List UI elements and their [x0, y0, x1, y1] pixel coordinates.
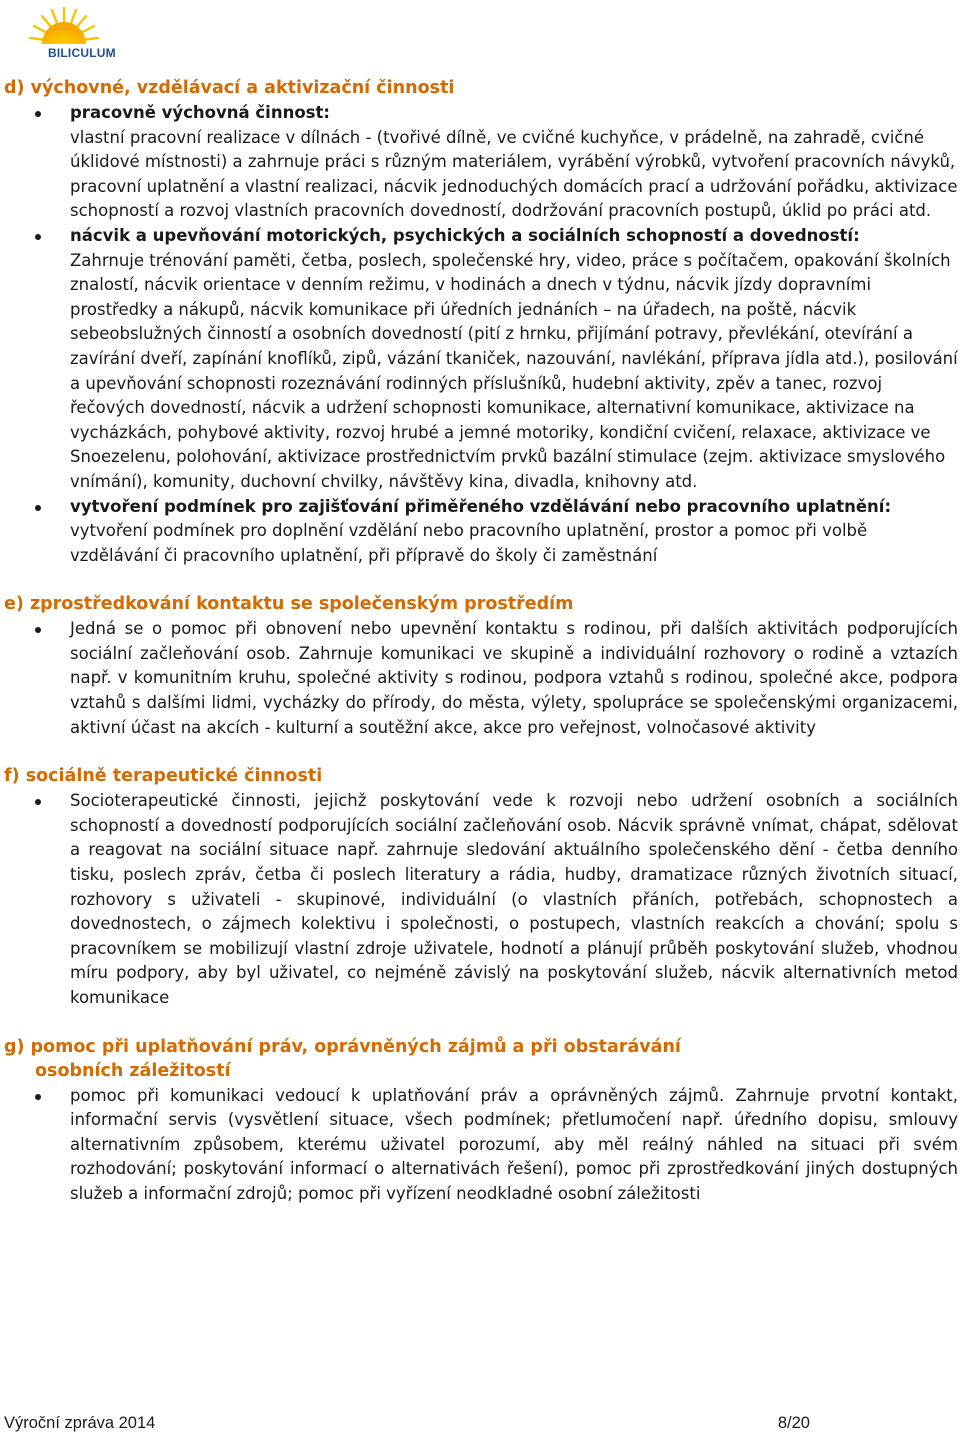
section-e-heading: e) zprostředkování kontaktu se společenským prostředím [4, 594, 574, 615]
sun-logo-icon [22, 6, 102, 50]
page-number: 8/20 [777, 1414, 810, 1432]
logo-text: BILICULUM [48, 46, 116, 60]
section-f-heading: f) sociálně terapeutické činnosti [4, 766, 323, 787]
item-text: vytvoření podmínek pro doplnění vzdělání nebo pracovního uplatnění, prostor a pomoc při volbě vzdělávání či pracovního uplatnění, při přípravě do školy či zaměstnání [70, 521, 868, 565]
item-title: vytvoření podmínek pro zajišťování přiměřeného vzdělávání nebo pracovního uplatnění: [70, 496, 892, 516]
list-item [4, 101, 958, 224]
section-e-list [4, 617, 958, 740]
list-item [4, 224, 958, 495]
list-item: Socioterapeutické činnosti, jejichž poskytování vede k rozvoji nebo udržení osobních a sociálních schopností a dovedností podporujících sociální začleňování osob. Nácvik správně vnímat, chápat, sdělovat a reagovat na sociální situace např. zahrnuje sledování aktuálního společenského dění - četba denního tisku, poslech zpráv, četba či poslech literatury a rádia, hudby, dramatizace různých životních situací, rozhovory s uživateli - skupinové, individuální (o vlastních přáních, potřebách, schopnostech a dovednostech, o zájmech kolektivu i společnosti, o postupech, vlastních reakcích a chování; spolu s pracovníkem se mobilizují vlastní zdroje uživatele, hodnotí a plánují průběh poskytování služeb, vhodnou míru podpory, aby byl uživatel, co nejméně závislý na poskytování služeb, nácvik alternativních metod komunikace [4, 789, 958, 1010]
document-body [4, 76, 958, 1207]
section-g-list [4, 1084, 958, 1207]
list-item: pomoc při komunikaci vedoucí k uplatňování práv a oprávněných zájmů. Zahrnuje prvotní kontakt, informační servis (vysvětlení situace, všech podmínek; přetlumočení např. úředního dopisu, smlouvy alternativním způsobem, kterému uživatel porozumí, aby měl reálný náhled na situaci při svém rozhodování; poskytování informací o alternativách řešení), pomoc při zprostředkování jiných dostupných služeb a informační zdrojů; pomoc při vyřízení neodkladné osobní záležitosti [4, 1084, 958, 1207]
item-title: pracovně výchovná činnost: [70, 103, 330, 122]
section-d-list [4, 101, 958, 568]
item-text: vlastní pracovní realizace v dílnách - (tvořivé dílně, ve cvičné kuchyňce, v prádelně, na zahradě, cvičné úklidové místnosti) a zahrnuje práci s různým materiálem, vyrábění výrobků, vytvoření pracovních návyků, pracovní uplatnění a vlastní realizaci, nácvik jednoduchých domácích prací a udržování pořádku, aktivizace schopností a rozvoj vlastních pracovních dovedností, dodržování pracovních postupů, úklid po práci atd. [70, 127, 958, 221]
heading-line: g) pomoc při uplatňování práv, oprávněných zájmů a při obstarávání [4, 1036, 681, 1057]
footer-title: Výroční zpráva 2014 [4, 1414, 156, 1432]
list-item: Jedná se o pomoc při obnovení nebo upevnění kontaktu s rodinou, při dalších aktivitách podporujících sociální začleňování osob. Zahrnuje komunikaci ve skupině a individuální rozhovory o rodině a vztazích např. v komunitním kruhu, společné aktivity s rodinou, podpora vztahů s rodinou, společné akce, podpora vztahů s dalšími lidmi, vycházky do přírody, do města, výlety, spolupráce se společenskými organizacemi, aktivní účast na akcích - kulturní a soutěžní akce, akce pro veřejnost, volnočasové aktivity [4, 617, 958, 740]
section-d-heading: d) výchovné, vzdělávací a aktivizační činnosti [4, 78, 455, 98]
biliculum-logo [22, 6, 116, 60]
section-g-heading [4, 1035, 958, 1083]
item-title: nácvik a upevňování motorických, psychických a sociálních schopností a dovedností: [70, 225, 860, 245]
heading-line: osobních záležitostí [35, 1060, 231, 1081]
list-item [4, 495, 958, 569]
item-text: Zahrnuje trénování paměti, četba, poslech, společenské hry, video, práce s počítačem, opakování školních znalostí, nácvik orientace v denním režimu, v hodinách a dnech v týdnu, nácvik jízdy dopravními prostředky a nákupů, nácvik komunikace při úředních jednáních – na úřadech, na poště, nácvik sebeobslužných činností a osobních dovedností (pití z hrnku, přijímání potravy, převlékání, otevírání a zavírání dveří, zapínání knoflíků, zipů, vázání tkaniček, nazouvání, navlékání, příprava jídla atd.), posilování a upevňování schopnosti rozeznávání rodinných příslušníků, hudební aktivity, zpěv a tanec, rozvoj řečových dovedností, nácvik a udržení schopnosti komunikace, alternativní komunikace, aktivizace na vycházkách, pohybové aktivity, rozvoj hrubé a jemné motoriky, kondiční cvičení, relaxace, aktivizace ve Snoezelenu, polohování, aktivizace prostřednictvím prvků bazální stimulace (zejm. aktivizace smyslového vnímání), komunity, duchovní chvilky, návštěvy kina, divadla, knihovny atd. [70, 250, 958, 491]
section-f-list [4, 789, 958, 1010]
